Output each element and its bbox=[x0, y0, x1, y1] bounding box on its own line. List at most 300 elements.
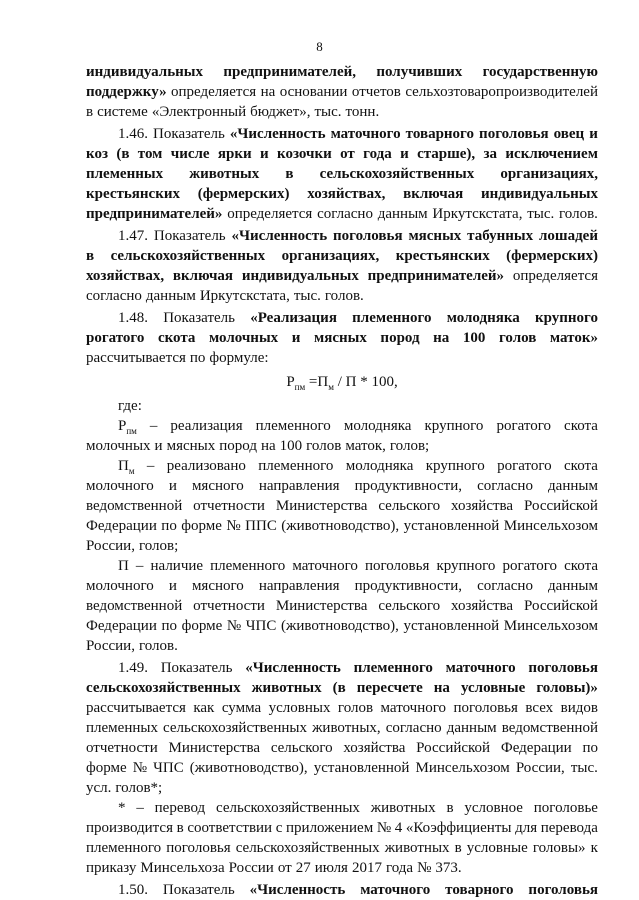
word: условные bbox=[460, 680, 526, 696]
word: сельскохозяйственных bbox=[319, 166, 475, 182]
word: «Коэффициенты bbox=[405, 820, 512, 836]
word: усл. bbox=[86, 780, 112, 796]
word: тыс. bbox=[293, 288, 321, 304]
symbol bbox=[118, 456, 135, 476]
word: «Численность bbox=[245, 660, 341, 676]
word: сельскохозяйственных bbox=[235, 840, 380, 856]
word: молочных bbox=[86, 438, 151, 454]
text-line bbox=[118, 226, 598, 246]
word: отчетов bbox=[351, 84, 401, 100]
word: голов. bbox=[559, 206, 598, 222]
word: форме bbox=[181, 618, 223, 634]
word: – bbox=[149, 418, 158, 434]
word: Минсельхоза bbox=[140, 860, 225, 876]
text-line bbox=[86, 144, 598, 164]
word: № bbox=[226, 518, 241, 534]
word: молодняка bbox=[343, 418, 412, 434]
word: племенного bbox=[352, 310, 432, 326]
symbol-main: Р bbox=[118, 418, 127, 434]
word: поголовья bbox=[479, 126, 549, 142]
word: перевод bbox=[154, 800, 206, 816]
word: где: bbox=[118, 398, 142, 414]
word: сумма bbox=[221, 700, 262, 716]
text-line bbox=[86, 246, 598, 266]
word: ЧПС bbox=[245, 618, 277, 634]
word: скота bbox=[564, 558, 598, 574]
word: согласно bbox=[317, 206, 373, 222]
word: 100 bbox=[462, 330, 486, 346]
word: голов. bbox=[138, 638, 178, 654]
word: поголовье bbox=[533, 800, 598, 816]
word: согласно bbox=[385, 720, 442, 736]
word: на bbox=[260, 84, 276, 100]
word: ярки bbox=[217, 146, 252, 162]
word: крестьянских bbox=[395, 248, 490, 264]
word: определяется bbox=[171, 84, 257, 100]
word: хозяйствах, bbox=[86, 268, 165, 284]
word: мясных bbox=[166, 438, 216, 454]
word: формуле: bbox=[209, 350, 269, 366]
word: 373. bbox=[435, 860, 462, 876]
word: П bbox=[118, 558, 129, 574]
word: старше), bbox=[417, 146, 476, 162]
word: рогатого bbox=[86, 330, 145, 346]
word: в bbox=[446, 800, 454, 816]
word: от bbox=[340, 146, 355, 162]
word: Показатель bbox=[160, 660, 233, 676]
text-line bbox=[86, 616, 598, 636]
word: тонн. bbox=[345, 104, 380, 120]
text-line bbox=[118, 124, 598, 144]
word: маток, bbox=[345, 438, 386, 454]
word: молочных bbox=[209, 330, 279, 346]
word: предпринимателей, bbox=[223, 64, 356, 80]
word: сельского bbox=[378, 598, 441, 614]
word: как bbox=[193, 700, 215, 716]
word: – bbox=[146, 458, 155, 474]
word: сельскохозяйственных bbox=[163, 720, 307, 736]
word: данным bbox=[548, 578, 598, 594]
word: предпринимателей» bbox=[86, 206, 223, 222]
word: Минсельхозом bbox=[503, 518, 598, 534]
word: товарного bbox=[445, 882, 514, 898]
word: по bbox=[582, 740, 598, 756]
word: головы)» bbox=[536, 680, 598, 696]
word: (животноводство), bbox=[280, 618, 399, 634]
word: за bbox=[483, 146, 498, 162]
word: в bbox=[176, 820, 184, 836]
word: в bbox=[86, 104, 94, 120]
text-line bbox=[118, 556, 598, 576]
word: России, bbox=[86, 538, 135, 554]
word: сельхозтоваропроизводителей bbox=[405, 84, 598, 100]
word: Иркутскстата, bbox=[432, 206, 523, 222]
word: молодняка bbox=[446, 310, 520, 326]
formula bbox=[86, 372, 598, 392]
word: согласно bbox=[477, 478, 533, 494]
word: 1.46. bbox=[118, 126, 148, 142]
word: поголовья bbox=[364, 558, 430, 574]
word: данным bbox=[446, 720, 497, 736]
word: «Реализация bbox=[250, 310, 337, 326]
word: ведомственной bbox=[501, 720, 598, 736]
text-line bbox=[86, 516, 598, 536]
word: маточного bbox=[445, 660, 516, 676]
word: племенного bbox=[210, 558, 286, 574]
word: № bbox=[417, 860, 432, 876]
word: коз bbox=[86, 146, 108, 162]
word: № bbox=[132, 760, 148, 776]
word: продуктивности, bbox=[354, 578, 462, 594]
word: «Численность bbox=[249, 882, 346, 898]
text-line bbox=[86, 266, 598, 286]
word: – bbox=[135, 558, 144, 574]
text-line bbox=[86, 758, 598, 778]
word: Показатель bbox=[153, 126, 225, 142]
text-line bbox=[86, 738, 598, 758]
word: «Численность bbox=[229, 126, 326, 142]
word: данным bbox=[548, 478, 598, 494]
word: перевода bbox=[540, 820, 598, 836]
word: индивидуальных bbox=[86, 64, 203, 80]
text-line bbox=[86, 596, 598, 616]
text-line bbox=[86, 496, 598, 516]
word: овец bbox=[553, 126, 585, 142]
word: и bbox=[154, 438, 163, 454]
word: Министерства bbox=[275, 498, 368, 514]
word: Показатель bbox=[153, 228, 226, 244]
word: животных bbox=[251, 680, 322, 696]
text-line bbox=[86, 718, 598, 738]
word: форме bbox=[181, 518, 222, 534]
word: России, bbox=[86, 638, 135, 654]
word: мясных bbox=[408, 228, 462, 244]
word: голов; bbox=[389, 438, 430, 454]
word: Федерации bbox=[500, 740, 572, 756]
word: поголовья bbox=[528, 882, 598, 898]
word: приказу bbox=[86, 860, 137, 876]
word: племенного bbox=[255, 418, 331, 434]
word: мясных bbox=[313, 330, 367, 346]
symbol-sub: пм bbox=[126, 426, 137, 436]
word: мясного bbox=[191, 478, 244, 494]
word: в bbox=[454, 840, 462, 856]
word: сельскохозяйственных bbox=[86, 680, 241, 696]
formula-rest: / П * 100, bbox=[337, 374, 398, 390]
word: направления bbox=[258, 478, 340, 494]
word: индивидуальных bbox=[241, 268, 359, 284]
word: голов*; bbox=[115, 780, 163, 796]
formula-rhs-sub: м bbox=[328, 382, 334, 392]
word: крупного bbox=[425, 458, 485, 474]
word: индивидуальных bbox=[481, 186, 598, 202]
word: и bbox=[260, 146, 269, 162]
word: – bbox=[136, 800, 144, 816]
word: в bbox=[285, 166, 294, 182]
word: приложением bbox=[286, 820, 374, 836]
word: данным bbox=[145, 288, 196, 304]
word: Показатель bbox=[163, 310, 235, 326]
word: условных bbox=[268, 700, 331, 716]
word: голов bbox=[498, 330, 537, 346]
word: пород bbox=[219, 438, 257, 454]
word: организациях, bbox=[500, 166, 598, 182]
word: Показатель bbox=[162, 882, 235, 898]
page-number: 8 bbox=[316, 39, 323, 54]
word: рогатого bbox=[502, 558, 558, 574]
word: поголовья bbox=[528, 660, 598, 676]
word: хозяйства bbox=[451, 498, 514, 514]
word: июля bbox=[314, 860, 348, 876]
text-line bbox=[118, 456, 598, 476]
word: (животноводство), bbox=[281, 518, 400, 534]
word: хозяйства bbox=[451, 598, 514, 614]
formula-rhs: П bbox=[317, 374, 329, 390]
text-line bbox=[86, 678, 598, 698]
text-line bbox=[118, 880, 598, 900]
word: наличие bbox=[150, 558, 204, 574]
word: включая bbox=[403, 186, 464, 202]
word: 1.49. bbox=[118, 660, 148, 676]
word: России, bbox=[515, 760, 565, 776]
word: установленной bbox=[403, 618, 500, 634]
word: реализовано bbox=[166, 458, 246, 474]
word: голов bbox=[337, 700, 374, 716]
symbol bbox=[118, 416, 137, 436]
word: племенных bbox=[86, 166, 164, 182]
word: мясного bbox=[191, 578, 244, 594]
word: 1.50. bbox=[118, 882, 148, 898]
formula-lhs-sub: пм bbox=[294, 382, 306, 392]
word: рогатого bbox=[496, 418, 552, 434]
word: всех bbox=[525, 700, 554, 716]
word: скота bbox=[157, 330, 196, 346]
word: маточного bbox=[380, 700, 447, 716]
word: на bbox=[433, 330, 450, 346]
word: сельского bbox=[270, 740, 333, 756]
word: «Численность bbox=[231, 228, 328, 244]
text-line bbox=[86, 636, 598, 656]
word: определяется bbox=[512, 268, 598, 284]
word: установленной bbox=[313, 760, 410, 776]
word: реализация bbox=[170, 418, 243, 434]
word: рассчитывается bbox=[86, 350, 186, 366]
word: получивших bbox=[376, 64, 463, 80]
word: (фермерских) bbox=[506, 248, 598, 264]
text-line bbox=[86, 62, 598, 82]
text-line bbox=[86, 348, 598, 368]
word: условное bbox=[464, 800, 523, 816]
word: соответствии bbox=[187, 820, 273, 836]
word: «Электронный bbox=[151, 104, 247, 120]
word: 100 bbox=[279, 438, 303, 454]
text-line bbox=[86, 576, 598, 596]
word: по bbox=[161, 518, 177, 534]
word: числе bbox=[170, 146, 210, 162]
text-line bbox=[86, 436, 598, 456]
word: направления bbox=[258, 578, 340, 594]
word: отчетности bbox=[193, 598, 265, 614]
word: 27 bbox=[295, 860, 311, 876]
word: табунных bbox=[467, 228, 534, 244]
word: в bbox=[86, 248, 95, 264]
word: маток» bbox=[549, 330, 598, 346]
symbol-sub: м bbox=[128, 466, 135, 476]
word: включая bbox=[172, 268, 234, 284]
word: на bbox=[260, 438, 276, 454]
word: племенных bbox=[86, 720, 158, 736]
word: (в bbox=[116, 146, 130, 162]
word: 4 bbox=[394, 820, 403, 836]
word: от bbox=[277, 860, 292, 876]
word: тыс. bbox=[527, 206, 555, 222]
word: данным bbox=[377, 206, 428, 222]
word: и bbox=[589, 126, 598, 142]
word: (фермерских) bbox=[197, 186, 290, 202]
word: маточного bbox=[360, 882, 431, 898]
word: молодняка bbox=[345, 458, 414, 474]
word: ЧПС bbox=[153, 760, 184, 776]
word: тыс. bbox=[570, 760, 598, 776]
word: пород bbox=[380, 330, 420, 346]
word: * bbox=[118, 800, 126, 816]
word: 1.48. bbox=[118, 310, 148, 326]
text-line bbox=[118, 416, 598, 436]
word: Российской bbox=[524, 598, 598, 614]
word: поголовья bbox=[333, 228, 403, 244]
word: животных bbox=[370, 800, 436, 816]
word: рогатого bbox=[497, 458, 552, 474]
word: № bbox=[376, 820, 392, 836]
word: поголовья bbox=[166, 840, 231, 856]
word: и bbox=[291, 330, 301, 346]
word: России bbox=[228, 860, 274, 876]
text-line bbox=[118, 658, 598, 678]
word: молочного bbox=[86, 578, 154, 594]
text-line bbox=[86, 536, 598, 556]
word: животных, bbox=[312, 720, 381, 736]
word: установленной bbox=[403, 518, 500, 534]
text-line bbox=[86, 476, 598, 496]
text-line bbox=[86, 204, 598, 224]
word: года bbox=[363, 146, 392, 162]
word: года bbox=[385, 860, 414, 876]
word: системе bbox=[97, 104, 148, 120]
word: козочки bbox=[277, 146, 332, 162]
text-line bbox=[118, 798, 598, 818]
word: основании bbox=[279, 84, 348, 100]
word: согласно bbox=[86, 288, 142, 304]
word: крупного bbox=[424, 418, 484, 434]
word: Российской bbox=[524, 498, 598, 514]
text-line bbox=[86, 778, 598, 798]
word: животных bbox=[189, 166, 260, 182]
text-line bbox=[86, 838, 598, 858]
word: продуктивности, bbox=[354, 478, 462, 494]
word: для bbox=[515, 820, 538, 836]
word: исключением bbox=[505, 146, 598, 162]
word: условные bbox=[466, 840, 528, 856]
word: том bbox=[137, 146, 163, 162]
word: № bbox=[226, 618, 242, 634]
word: Министерства bbox=[168, 740, 261, 756]
text-line bbox=[118, 308, 598, 328]
word: хозяйства bbox=[343, 740, 406, 756]
word: голов bbox=[306, 438, 342, 454]
word: по bbox=[161, 618, 177, 634]
word: племенного bbox=[353, 660, 433, 676]
word: маточного bbox=[292, 558, 358, 574]
word: 1.47. bbox=[118, 228, 148, 244]
word: Иркутскстата, bbox=[199, 288, 290, 304]
word: товарного bbox=[405, 126, 474, 142]
text-line bbox=[86, 858, 598, 878]
word: организациях, bbox=[281, 248, 380, 264]
formula-text: $Р_{пм} =П_м / П * 100$, bbox=[286, 374, 398, 392]
text-line bbox=[86, 328, 598, 348]
word: отчетности bbox=[86, 740, 158, 756]
word: Министерства bbox=[275, 598, 368, 614]
word: и bbox=[168, 578, 177, 594]
word: и bbox=[168, 478, 177, 494]
word: молочного bbox=[86, 478, 154, 494]
word: ППС bbox=[245, 518, 277, 534]
text-line bbox=[86, 698, 598, 718]
word: скота bbox=[564, 418, 598, 434]
word: (животноводство), bbox=[189, 760, 308, 776]
word: отчетности bbox=[193, 498, 265, 514]
text-line bbox=[86, 82, 598, 102]
word: поддержку» bbox=[86, 84, 167, 100]
word: маточного bbox=[330, 126, 401, 142]
word: Минсельхозом bbox=[503, 618, 598, 634]
symbol-main: П bbox=[118, 458, 129, 474]
text-line bbox=[86, 286, 598, 306]
word: племенного bbox=[86, 840, 162, 856]
word: 2017 bbox=[351, 860, 382, 876]
word: Федерации bbox=[86, 518, 157, 534]
word: к bbox=[590, 840, 598, 856]
text-line bbox=[86, 184, 598, 204]
word: и bbox=[400, 146, 409, 162]
word: хозяйствах, bbox=[307, 186, 386, 202]
word: животных bbox=[384, 840, 450, 856]
word: лошадей bbox=[539, 228, 598, 244]
word: ведомственной bbox=[86, 598, 183, 614]
word: скота bbox=[564, 458, 598, 474]
word: тыс. bbox=[314, 104, 342, 120]
word: крупного bbox=[534, 310, 598, 326]
word: (в bbox=[332, 680, 346, 696]
word: производится bbox=[86, 820, 173, 836]
word: видов bbox=[560, 700, 598, 716]
word: Федерации bbox=[86, 618, 157, 634]
word: поголовья bbox=[453, 700, 518, 716]
word: ведомственной bbox=[86, 498, 183, 514]
word: голов; bbox=[138, 538, 179, 554]
text-line bbox=[86, 164, 598, 184]
text-line bbox=[86, 102, 598, 122]
word: государственную bbox=[482, 64, 598, 80]
word: головы» bbox=[532, 840, 586, 856]
word: бюджет», bbox=[250, 104, 311, 120]
word: по bbox=[189, 350, 206, 366]
word: с bbox=[275, 820, 283, 836]
word: форме bbox=[86, 760, 127, 776]
word: Минсельхозом bbox=[415, 760, 510, 776]
word: сельского bbox=[378, 498, 441, 514]
word: крестьянских bbox=[86, 186, 180, 202]
